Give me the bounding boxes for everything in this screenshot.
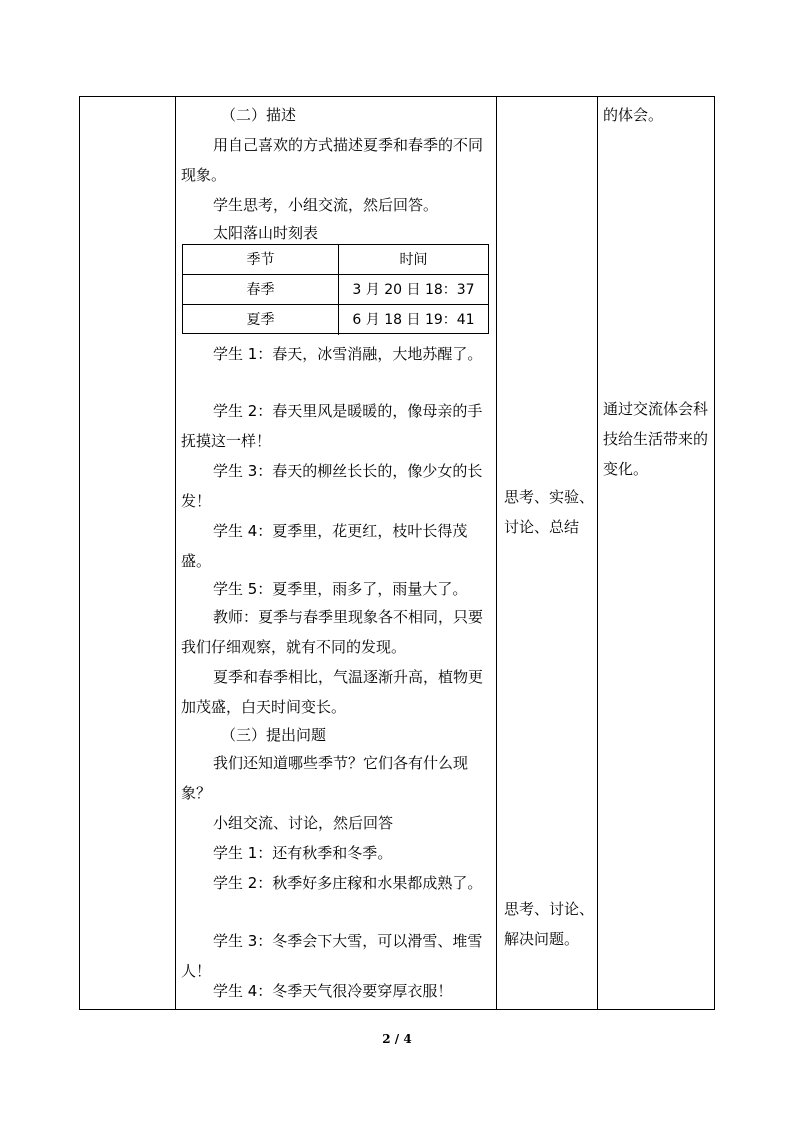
paragraph: 小组交流、讨论，然后回答 xyxy=(213,814,394,832)
paragraph: 学生思考，小组交流，然后回答。 xyxy=(213,196,439,214)
student-answer: 学生 2：春天里风是暖暖的，像母亲的手抚摸这一样！ xyxy=(181,402,483,450)
table-header-cell: 季节 xyxy=(246,252,275,268)
intent-text: 通过交流体会科技给生活带来的变化。 xyxy=(603,400,709,478)
table-cell: 6 月 18 日 19：41 xyxy=(338,305,488,335)
activity-text: 思考、实验、讨论、总结 xyxy=(504,488,595,536)
table-header-cell: 时间 xyxy=(338,245,488,275)
table-cell: 夏季 xyxy=(246,312,275,328)
page-number: 2 / 4 xyxy=(382,1032,412,1046)
student-answer: 学生 2：秋季好多庄稼和水果都成熟了。 xyxy=(213,874,483,892)
table-row xyxy=(183,275,488,305)
activity-text: 思考、讨论、解决问题。 xyxy=(504,900,595,948)
design-intent-cell xyxy=(597,96,715,1010)
table-cell: 春季 xyxy=(246,282,275,298)
intent-text: 的体会。 xyxy=(603,106,664,124)
sunset-time-table xyxy=(182,244,489,334)
student-activity-cell xyxy=(496,96,597,1010)
table-header-row xyxy=(183,245,488,275)
section-heading: （三）提出问题 xyxy=(221,726,327,744)
summary-paragraph: 夏季和春季相比，气温逐渐升高，植物更加茂盛，白天时间变长。 xyxy=(181,668,484,716)
student-answer: 学生 1：还有秋季和冬季。 xyxy=(213,844,393,862)
teacher-remark: 教师：夏季与春季里现象各不相同，只要我们仔细观察，就有不同的发现。 xyxy=(181,608,484,656)
student-answer: 学生 4：冬季天气很冷要穿厚衣服！ xyxy=(213,982,453,1000)
table-row xyxy=(183,305,488,335)
table-caption: 太阳落山时刻表 xyxy=(213,224,319,242)
student-answer: 学生 3：春天的柳丝长长的，像少女的长发！ xyxy=(181,462,483,510)
paragraph: 用自己喜欢的方式描述夏季和春季的不同现象。 xyxy=(181,136,484,184)
student-answer: 学生 3：冬季会下大雪，可以滑雪、堆雪人！ xyxy=(181,932,483,980)
student-answer: 学生 5：夏季里，雨多了，雨量大了。 xyxy=(213,580,468,598)
section-heading: （二）描述 xyxy=(221,106,297,124)
teaching-process-cell xyxy=(175,96,496,1010)
table-cell: 3 月 20 日 18：37 xyxy=(338,275,488,305)
paragraph: 我们还知道哪些季节？它们各有什么现象？ xyxy=(181,754,469,802)
student-answer: 学生 1：春天，冰雪消融，大地苏醒了。 xyxy=(213,345,483,363)
student-answer: 学生 4：夏季里，花更红，枝叶长得茂盛。 xyxy=(181,522,468,570)
